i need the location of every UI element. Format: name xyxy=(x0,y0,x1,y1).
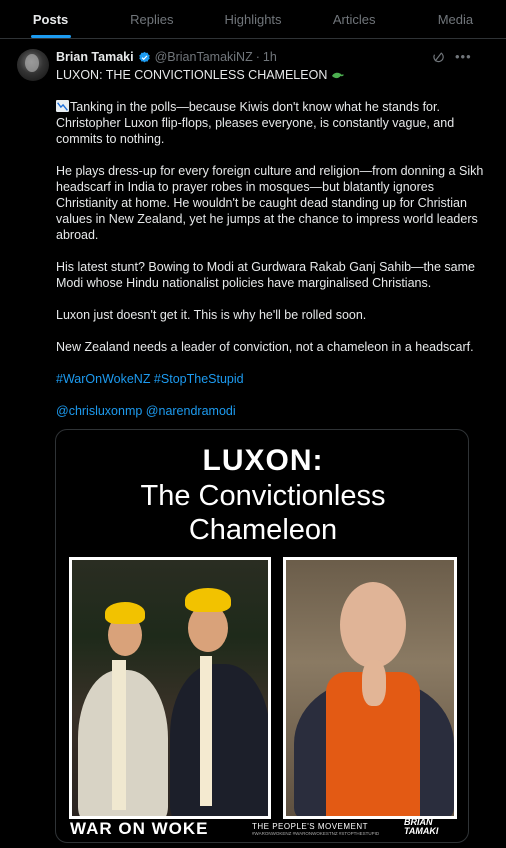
photo-left xyxy=(69,557,271,819)
more-icon[interactable]: ••• xyxy=(455,49,472,64)
head xyxy=(340,582,406,668)
tab-replies-label: Replies xyxy=(130,11,174,27)
paragraph-4: Luxon just doesn't get it. This is why he'll be rolled soon. xyxy=(56,308,367,322)
scarf-left xyxy=(112,660,126,810)
separator-dot: · xyxy=(255,50,260,64)
post-image[interactable] xyxy=(55,429,469,843)
scarf-right xyxy=(200,656,212,806)
avatar-face xyxy=(25,54,39,72)
logo-line-2: TAMAKI xyxy=(404,826,439,836)
author-name[interactable]: Brian Tamaki xyxy=(56,50,134,64)
lizard-icon xyxy=(331,70,345,80)
image-title-line-3: Chameleon xyxy=(188,514,338,546)
hashtags[interactable]: #WarOnWokeNZ #StopTheStupid xyxy=(56,372,244,386)
war-on-woke-logo: WAR ON WOKE xyxy=(70,819,209,838)
chart-decreasing-icon xyxy=(56,100,69,112)
verified-badge-icon xyxy=(138,51,151,64)
hashtag-footer-text: #WARONWOKENZ #WARONWOKESTNZ #STOPTHESTUPID xyxy=(252,831,380,836)
paragraph-1 xyxy=(56,99,486,147)
photo-right xyxy=(283,557,457,819)
tab-posts-label: Posts xyxy=(32,11,69,27)
tab-media-label: Media xyxy=(437,11,474,27)
tab-highlights-label: Highlights xyxy=(224,11,282,27)
brian-tamaki-logo xyxy=(404,818,438,836)
image-title-line-1: LUXON: xyxy=(202,444,324,477)
paragraph-2: He plays dress-up for every foreign culture and religion—from donning a Sikh headscarf in India to prayer robes in mosques—but blatantly ignores Christianity at home. He wouldn't be caught dead standing up for Christian values in New Zealand, yet he jumps at the chance to impress world leaders abroad. xyxy=(56,164,484,242)
mentions[interactable]: @chrisluxonmp @narendramodi xyxy=(56,404,236,418)
hands xyxy=(362,660,386,706)
avatar[interactable] xyxy=(17,49,49,81)
post-time[interactable]: 1h xyxy=(262,50,277,64)
author-handle[interactable]: @BrianTamakiNZ xyxy=(154,50,253,64)
post-title: LUXON: THE CONVICTIONLESS CHAMELEON xyxy=(56,68,328,82)
figure-right-body xyxy=(170,664,270,819)
paragraph-5: New Zealand needs a leader of conviction, not a chameleon in a headscarf. xyxy=(56,340,474,354)
turban-left xyxy=(105,602,145,624)
paragraph-3: His latest stunt? Bowing to Modi at Gurdwara Rakab Ganj Sahib—the same Modi whose Hindu nationalist policies have marginalised Christians. xyxy=(56,260,475,290)
grok-icon[interactable] xyxy=(431,50,445,64)
turban-right xyxy=(185,588,231,612)
paragraph-1-text: Tanking in the polls—because Kiwis don't know what he stands for. Christopher Luxon flip-flops, pleases everyone, is constantly vague, and commits to nothing. xyxy=(56,100,455,146)
post-header xyxy=(56,48,277,66)
image-title-line-2: The Convictionless xyxy=(140,480,386,512)
peoples-movement-text: THE PEOPLE'S MOVEMENT xyxy=(252,822,369,831)
post-title-line xyxy=(56,67,486,83)
tab-articles-label: Articles xyxy=(332,11,376,27)
logo-line-1: BRIAN xyxy=(404,817,433,827)
